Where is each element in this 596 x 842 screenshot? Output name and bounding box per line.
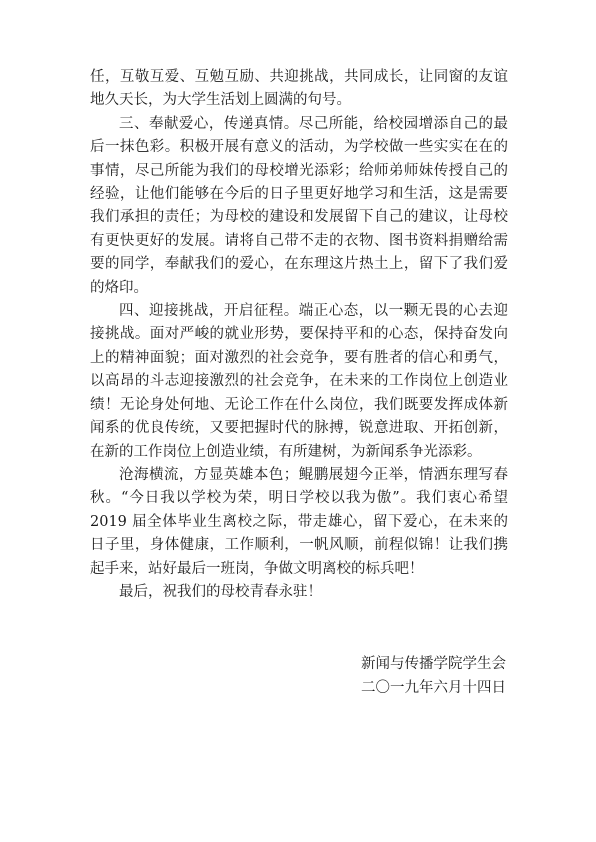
signature-date: 二〇一九年六月十四日 [361,680,506,696]
letter-body [90,66,508,604]
paragraph-5: 最后，祝我们的母校青春永驻！ [119,583,322,600]
paragraph-3: 四、迎接挑战，开启征程。端正心态，以一颗无畏的心去迎接挑战。面对严峻的就业形势，要保持平和的心态，保持奋发向上的精神面貌；面对激烈的社会竞争，要有胜者的信心和勇气，以高昂的斗志迎接激烈的社会竞争，在未来的工作岗位上创造业绩！无论身处何地、无论工作在什么岗位，我们既要发挥成体新闻系的优良传统，又要把握时代的脉搏，锐意进取、开拓创新，在新的工作岗位上创造业绩，有所建树，为新闻系争光添彩。 [90,303,508,460]
paragraph-2: 三、奉献爱心，传递真情。尽己所能，给校园增添自己的最后一抹色彩。积极开展有意义的活动，为学校做一些实实在在的事情，尽己所能为我们的母校增光添彩；给师弟师妹传授自己的经验，让他们能够在今后的日子里更好地学习和生活，这是需要我们承担的责任；为母校的建设和发展留下自己的建议，让母校有更快更好的发展。请将自己带不走的衣物、图书资料捐赠给需要的同学，奉献我们的爱心，在东理这片热土上，留下了我们爱的烙印。 [90,115,508,296]
signature-block [361,652,506,700]
paragraph-1: 任，互敬互爱、互勉互励、共迎挑战，共同成长，让同窗的友谊地久天长，为大学生活划上圆满的句号。 [90,69,508,109]
paragraph-4: 沧海横流，方显英雄本色；鲲鹏展翅今正举，情洒东理写春秋。“今日我以学校为荣，明日学校以我为傲”。我们衷心希望 2019 届全体毕业生离校之际，带走雄心，留下爱心，在未来的日子里，身体健康，工作顺利，一帆风顺，前程似锦！让我们携起手来，站好最后一班岗，争做文明离校的标兵吧！ [90,466,508,577]
signature-organization: 新闻与传播学院学生会 [361,656,506,672]
